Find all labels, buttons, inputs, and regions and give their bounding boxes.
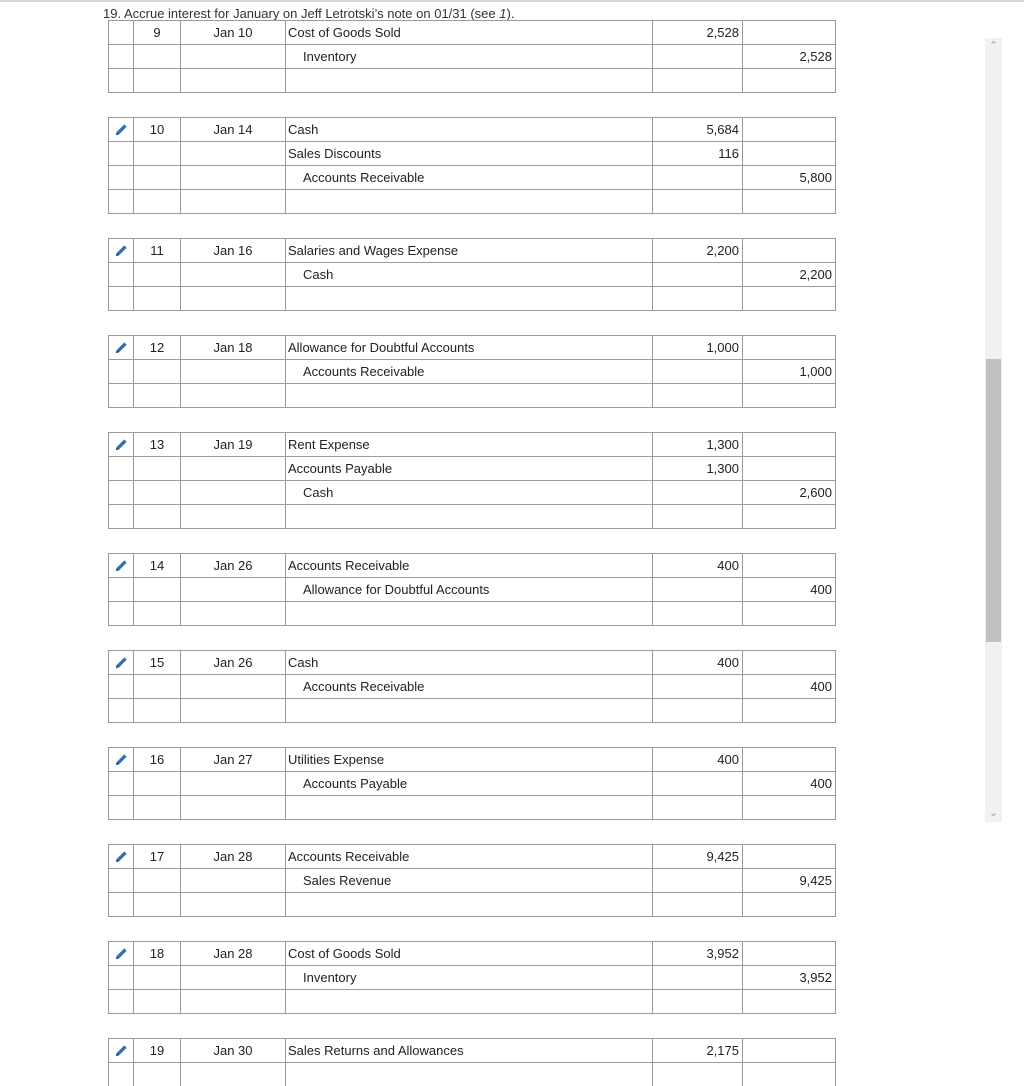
journal-entry-16 bbox=[108, 747, 836, 844]
edit-cell[interactable] bbox=[108, 650, 133, 674]
debit-field[interactable] bbox=[652, 1062, 742, 1086]
edit-cell[interactable] bbox=[108, 747, 133, 771]
clipped-debit: 2,528 bbox=[652, 20, 742, 44]
entry-date: Jan 18 bbox=[180, 335, 285, 359]
account-field[interactable] bbox=[285, 795, 652, 820]
edit-cell[interactable] bbox=[108, 238, 133, 262]
credit-field[interactable] bbox=[742, 601, 836, 626]
account-field[interactable] bbox=[285, 698, 652, 723]
credit-field[interactable] bbox=[742, 698, 836, 723]
entry-date bbox=[180, 674, 285, 698]
entry-number: 10 bbox=[133, 117, 180, 141]
entry-date bbox=[180, 795, 285, 820]
edit-cell bbox=[108, 698, 133, 723]
account-field[interactable]: Cash bbox=[285, 117, 652, 141]
table-row bbox=[108, 674, 836, 698]
entry-date: Jan 14 bbox=[180, 117, 285, 141]
table-row bbox=[108, 965, 836, 989]
credit-field[interactable] bbox=[742, 238, 836, 262]
entry-date bbox=[180, 189, 285, 214]
entry-spacer bbox=[108, 213, 836, 238]
pencil-icon[interactable] bbox=[114, 558, 129, 573]
journal-entry-13 bbox=[108, 432, 836, 553]
credit-field[interactable] bbox=[742, 795, 836, 820]
entry-number bbox=[133, 165, 180, 189]
instruction-suffix: ). bbox=[506, 6, 515, 21]
debit-field[interactable]: 400 bbox=[652, 553, 742, 577]
table-row bbox=[108, 577, 836, 601]
table-row bbox=[108, 480, 836, 504]
chevron-down-icon[interactable]: ⌄ bbox=[988, 807, 999, 819]
credit-field[interactable] bbox=[742, 189, 836, 214]
edit-cell[interactable] bbox=[108, 335, 133, 359]
debit-field[interactable]: 2,175 bbox=[652, 1038, 742, 1062]
entry-spacer bbox=[108, 528, 836, 553]
entry-number bbox=[133, 504, 180, 529]
account-field[interactable]: Accounts Payable bbox=[285, 771, 652, 795]
entry-number bbox=[133, 189, 180, 214]
entry-number: 17 bbox=[133, 844, 180, 868]
table-row bbox=[108, 383, 836, 407]
credit-field[interactable]: 400 bbox=[742, 674, 836, 698]
credit-field[interactable] bbox=[742, 941, 836, 965]
account-field[interactable] bbox=[285, 989, 652, 1014]
instruction-prefix: 19. Accrue interest for January on Jeff Letrotski’s note on 01/31 (see bbox=[103, 6, 500, 21]
table-row bbox=[108, 698, 836, 722]
account-field[interactable]: Sales Discounts bbox=[285, 141, 652, 165]
entry-date: Jan 19 bbox=[180, 432, 285, 456]
entry-number bbox=[133, 674, 180, 698]
instruction-text bbox=[103, 6, 514, 21]
pencil-icon[interactable] bbox=[114, 243, 129, 258]
entry-number: 14 bbox=[133, 553, 180, 577]
edit-cell bbox=[108, 965, 133, 989]
journal-table-viewport bbox=[108, 25, 836, 1058]
entry-date bbox=[180, 577, 285, 601]
debit-field[interactable] bbox=[652, 577, 742, 601]
debit-field[interactable] bbox=[652, 795, 742, 820]
account-field[interactable]: Accounts Receivable bbox=[285, 844, 652, 868]
credit-field[interactable]: 2,528 bbox=[742, 44, 836, 68]
credit-field[interactable] bbox=[742, 650, 836, 674]
credit-field[interactable]: 3,952 bbox=[742, 965, 836, 989]
table-row bbox=[108, 359, 836, 383]
table-row bbox=[108, 117, 836, 141]
account-field[interactable] bbox=[285, 1062, 652, 1086]
journal-entries bbox=[108, 44, 836, 1086]
entry-date bbox=[180, 771, 285, 795]
entry-number bbox=[133, 965, 180, 989]
edit-cell[interactable] bbox=[108, 941, 133, 965]
account-field[interactable] bbox=[285, 286, 652, 311]
pencil-icon[interactable] bbox=[114, 437, 129, 452]
entry-spacer bbox=[108, 407, 836, 432]
credit-field[interactable] bbox=[742, 553, 836, 577]
account-field[interactable] bbox=[285, 504, 652, 529]
account-field[interactable] bbox=[285, 383, 652, 408]
entry-date: Jan 26 bbox=[180, 650, 285, 674]
account-field[interactable] bbox=[285, 189, 652, 214]
entry-number bbox=[133, 480, 180, 504]
entry-number: 16 bbox=[133, 747, 180, 771]
edit-cell bbox=[108, 141, 133, 165]
table-row bbox=[108, 68, 836, 92]
entry-date bbox=[180, 1062, 285, 1086]
debit-field[interactable]: 5,684 bbox=[652, 117, 742, 141]
entry-spacer bbox=[108, 92, 836, 117]
edit-cell bbox=[108, 359, 133, 383]
entry-number bbox=[133, 456, 180, 480]
credit-field[interactable] bbox=[742, 1038, 836, 1062]
account-field[interactable]: Sales Revenue bbox=[285, 868, 652, 892]
edit-cell bbox=[108, 189, 133, 214]
edit-cell bbox=[108, 262, 133, 286]
entry-date bbox=[180, 44, 285, 68]
account-field[interactable]: Accounts Payable bbox=[285, 456, 652, 480]
journal-entry-11 bbox=[108, 238, 836, 335]
entry-number bbox=[133, 141, 180, 165]
edit-cell[interactable] bbox=[108, 553, 133, 577]
account-field[interactable]: Cash bbox=[285, 480, 652, 504]
entry-spacer bbox=[108, 819, 836, 844]
credit-field[interactable] bbox=[742, 892, 836, 917]
entry-date bbox=[180, 868, 285, 892]
account-field[interactable]: Cost of Goods Sold bbox=[285, 941, 652, 965]
entry-date bbox=[180, 456, 285, 480]
entry-date bbox=[180, 698, 285, 723]
entry-number bbox=[133, 1062, 180, 1086]
edit-cell[interactable] bbox=[108, 844, 133, 868]
account-field[interactable]: Salaries and Wages Expense bbox=[285, 238, 652, 262]
entry-spacer bbox=[108, 310, 836, 335]
edit-cell bbox=[108, 165, 133, 189]
debit-field[interactable]: 1,000 bbox=[652, 335, 742, 359]
credit-field[interactable] bbox=[742, 335, 836, 359]
debit-field[interactable] bbox=[652, 892, 742, 917]
table-row bbox=[108, 238, 836, 262]
debit-field[interactable]: 400 bbox=[652, 650, 742, 674]
entry-number: 11 bbox=[133, 238, 180, 262]
entry-spacer bbox=[108, 1013, 836, 1038]
debit-field[interactable] bbox=[652, 383, 742, 408]
entry-date: Jan 30 bbox=[180, 1038, 285, 1062]
account-field[interactable]: Cash bbox=[285, 262, 652, 286]
edit-cell bbox=[108, 795, 133, 820]
clipped-header-row: 9 Jan 10 Cost of Goods Sold 2,528 bbox=[108, 20, 836, 44]
account-field[interactable]: Rent Expense bbox=[285, 432, 652, 456]
journal-entry-19 bbox=[108, 1038, 836, 1086]
debit-field[interactable]: 1,300 bbox=[652, 432, 742, 456]
account-field[interactable]: Accounts Receivable bbox=[285, 359, 652, 383]
credit-field[interactable] bbox=[742, 432, 836, 456]
credit-field[interactable]: 5,800 bbox=[742, 165, 836, 189]
edit-cell bbox=[108, 504, 133, 529]
vertical-scrollbar[interactable] bbox=[985, 38, 1002, 822]
edit-cell bbox=[108, 868, 133, 892]
entry-date bbox=[180, 359, 285, 383]
debit-field[interactable] bbox=[652, 189, 742, 214]
debit-field[interactable] bbox=[652, 504, 742, 529]
table-row bbox=[108, 601, 836, 625]
table-row bbox=[108, 892, 836, 916]
entry-number bbox=[133, 68, 180, 93]
edit-cell bbox=[108, 68, 133, 93]
edit-cell bbox=[108, 44, 133, 68]
entry-date bbox=[180, 965, 285, 989]
entry-number bbox=[133, 577, 180, 601]
entry-number bbox=[133, 359, 180, 383]
debit-field[interactable] bbox=[652, 698, 742, 723]
entry-date bbox=[180, 165, 285, 189]
credit-field[interactable] bbox=[742, 844, 836, 868]
table-row bbox=[108, 868, 836, 892]
pencil-icon[interactable] bbox=[114, 655, 129, 670]
pencil-icon[interactable] bbox=[114, 946, 129, 961]
debit-field[interactable]: 1,300 bbox=[652, 456, 742, 480]
edit-cell bbox=[108, 577, 133, 601]
entry-date bbox=[180, 892, 285, 917]
debit-field[interactable] bbox=[652, 359, 742, 383]
credit-field[interactable] bbox=[742, 747, 836, 771]
account-field[interactable] bbox=[285, 892, 652, 917]
account-field[interactable]: Accounts Receivable bbox=[285, 553, 652, 577]
entry-date bbox=[180, 989, 285, 1014]
credit-field[interactable] bbox=[742, 1062, 836, 1086]
credit-field[interactable] bbox=[742, 456, 836, 480]
table-row bbox=[108, 286, 836, 310]
entry-number bbox=[133, 989, 180, 1014]
clipped-account: Cost of Goods Sold bbox=[285, 20, 652, 44]
entry-date: Jan 28 bbox=[180, 941, 285, 965]
journal-entry-17 bbox=[108, 844, 836, 941]
debit-field[interactable] bbox=[652, 68, 742, 93]
edit-cell[interactable] bbox=[108, 432, 133, 456]
table-row bbox=[108, 432, 836, 456]
credit-field[interactable] bbox=[742, 989, 836, 1014]
entry-number bbox=[133, 262, 180, 286]
entry-spacer bbox=[108, 916, 836, 941]
credit-field[interactable]: 400 bbox=[742, 577, 836, 601]
credit-field[interactable] bbox=[742, 117, 836, 141]
table-row bbox=[108, 189, 836, 213]
table-row bbox=[108, 335, 836, 359]
entry-number bbox=[133, 795, 180, 820]
entry-number bbox=[133, 892, 180, 917]
credit-field[interactable] bbox=[742, 68, 836, 93]
instruction-reference-link[interactable]: 1 bbox=[499, 6, 507, 21]
credit-field[interactable] bbox=[742, 286, 836, 311]
debit-field[interactable]: 116 bbox=[652, 141, 742, 165]
entry-number bbox=[133, 44, 180, 68]
entry-number: 15 bbox=[133, 650, 180, 674]
account-field[interactable] bbox=[285, 68, 652, 93]
journal-entry-10 bbox=[108, 117, 836, 238]
debit-field[interactable] bbox=[652, 965, 742, 989]
debit-field[interactable] bbox=[652, 286, 742, 311]
account-field[interactable]: Cash bbox=[285, 650, 652, 674]
debit-field[interactable]: 9,425 bbox=[652, 844, 742, 868]
debit-field[interactable]: 3,952 bbox=[652, 941, 742, 965]
credit-field[interactable]: 2,200 bbox=[742, 262, 836, 286]
debit-field[interactable] bbox=[652, 44, 742, 68]
chevron-up-icon[interactable]: ⌃ bbox=[988, 40, 999, 52]
entry-date bbox=[180, 480, 285, 504]
credit-field[interactable] bbox=[742, 141, 836, 165]
entry-number bbox=[133, 601, 180, 626]
table-row bbox=[108, 456, 836, 480]
edit-cell bbox=[108, 456, 133, 480]
entry-number: 19 bbox=[133, 1038, 180, 1062]
credit-field[interactable]: 1,000 bbox=[742, 359, 836, 383]
table-row bbox=[108, 262, 836, 286]
credit-field[interactable]: 9,425 bbox=[742, 868, 836, 892]
entry-number bbox=[133, 771, 180, 795]
table-row bbox=[108, 795, 836, 819]
entry-date bbox=[180, 601, 285, 626]
table-row bbox=[108, 941, 836, 965]
entry-date: Jan 16 bbox=[180, 238, 285, 262]
pencil-icon[interactable] bbox=[114, 752, 129, 767]
journal-entry-12 bbox=[108, 335, 836, 432]
journal-entry-14 bbox=[108, 553, 836, 650]
entry-date bbox=[180, 286, 285, 311]
account-field[interactable]: Inventory bbox=[285, 44, 652, 68]
credit-field[interactable] bbox=[742, 383, 836, 408]
edit-cell bbox=[108, 480, 133, 504]
edit-cell bbox=[108, 286, 133, 311]
edit-cell bbox=[108, 383, 133, 408]
debit-field[interactable] bbox=[652, 601, 742, 626]
edit-cell bbox=[108, 892, 133, 917]
entry-spacer bbox=[108, 625, 836, 650]
table-row bbox=[108, 504, 836, 528]
entry-date bbox=[180, 262, 285, 286]
table-row bbox=[108, 141, 836, 165]
table-row bbox=[108, 1062, 836, 1086]
entry-number bbox=[133, 698, 180, 723]
table-row bbox=[108, 165, 836, 189]
pencil-icon[interactable] bbox=[114, 849, 129, 864]
pencil-icon[interactable] bbox=[114, 122, 129, 137]
debit-field[interactable] bbox=[652, 771, 742, 795]
edit-cell bbox=[108, 989, 133, 1014]
account-field[interactable]: Accounts Receivable bbox=[285, 674, 652, 698]
entry-number bbox=[133, 383, 180, 408]
table-row bbox=[108, 553, 836, 577]
entry-number: 12 bbox=[133, 335, 180, 359]
debit-field[interactable] bbox=[652, 262, 742, 286]
credit-field[interactable] bbox=[742, 504, 836, 529]
account-field[interactable] bbox=[285, 601, 652, 626]
table-row bbox=[108, 771, 836, 795]
debit-field[interactable] bbox=[652, 165, 742, 189]
debit-field[interactable]: 2,200 bbox=[652, 238, 742, 262]
entry-date: Jan 28 bbox=[180, 844, 285, 868]
edit-cell bbox=[108, 771, 133, 795]
clipped-date: Jan 10 bbox=[180, 20, 285, 44]
journal-entry-15 bbox=[108, 650, 836, 747]
entry-date bbox=[180, 383, 285, 408]
account-field[interactable]: Utilities Expense bbox=[285, 747, 652, 771]
edit-cell bbox=[108, 1062, 133, 1086]
edit-cell[interactable] bbox=[108, 1038, 133, 1062]
account-field[interactable]: Inventory bbox=[285, 965, 652, 989]
scrollbar-thumb[interactable] bbox=[986, 359, 1001, 642]
entry-date: Jan 27 bbox=[180, 747, 285, 771]
entry-date: Jan 26 bbox=[180, 553, 285, 577]
account-field[interactable]: Allowance for Doubtful Accounts bbox=[285, 335, 652, 359]
entry-number bbox=[133, 286, 180, 311]
table-row bbox=[108, 1038, 836, 1062]
debit-field[interactable]: 400 bbox=[652, 747, 742, 771]
entry-tail bbox=[108, 44, 836, 117]
account-field[interactable]: Sales Returns and Allowances bbox=[285, 1038, 652, 1062]
entry-date bbox=[180, 68, 285, 93]
top-divider bbox=[0, 0, 1024, 2]
pencil-icon[interactable] bbox=[114, 1043, 129, 1058]
journal-entry-18 bbox=[108, 941, 836, 1038]
table-row bbox=[108, 44, 836, 68]
account-field[interactable]: Accounts Receivable bbox=[285, 165, 652, 189]
entry-number: 18 bbox=[133, 941, 180, 965]
debit-field[interactable] bbox=[652, 480, 742, 504]
edit-cell bbox=[108, 601, 133, 626]
table-row bbox=[108, 844, 836, 868]
debit-field[interactable] bbox=[652, 989, 742, 1014]
edit-cell bbox=[108, 674, 133, 698]
entry-spacer bbox=[108, 722, 836, 747]
table-row bbox=[108, 747, 836, 771]
entry-date bbox=[180, 504, 285, 529]
entry-number: 13 bbox=[133, 432, 180, 456]
credit-field[interactable]: 400 bbox=[742, 771, 836, 795]
entry-number bbox=[133, 868, 180, 892]
account-field[interactable]: Allowance for Doubtful Accounts bbox=[285, 577, 652, 601]
edit-cell[interactable] bbox=[108, 117, 133, 141]
entry-date bbox=[180, 141, 285, 165]
pencil-icon[interactable] bbox=[114, 340, 129, 355]
table-row bbox=[108, 989, 836, 1013]
table-row bbox=[108, 650, 836, 674]
debit-field[interactable] bbox=[652, 674, 742, 698]
credit-field[interactable]: 2,600 bbox=[742, 480, 836, 504]
debit-field[interactable] bbox=[652, 868, 742, 892]
